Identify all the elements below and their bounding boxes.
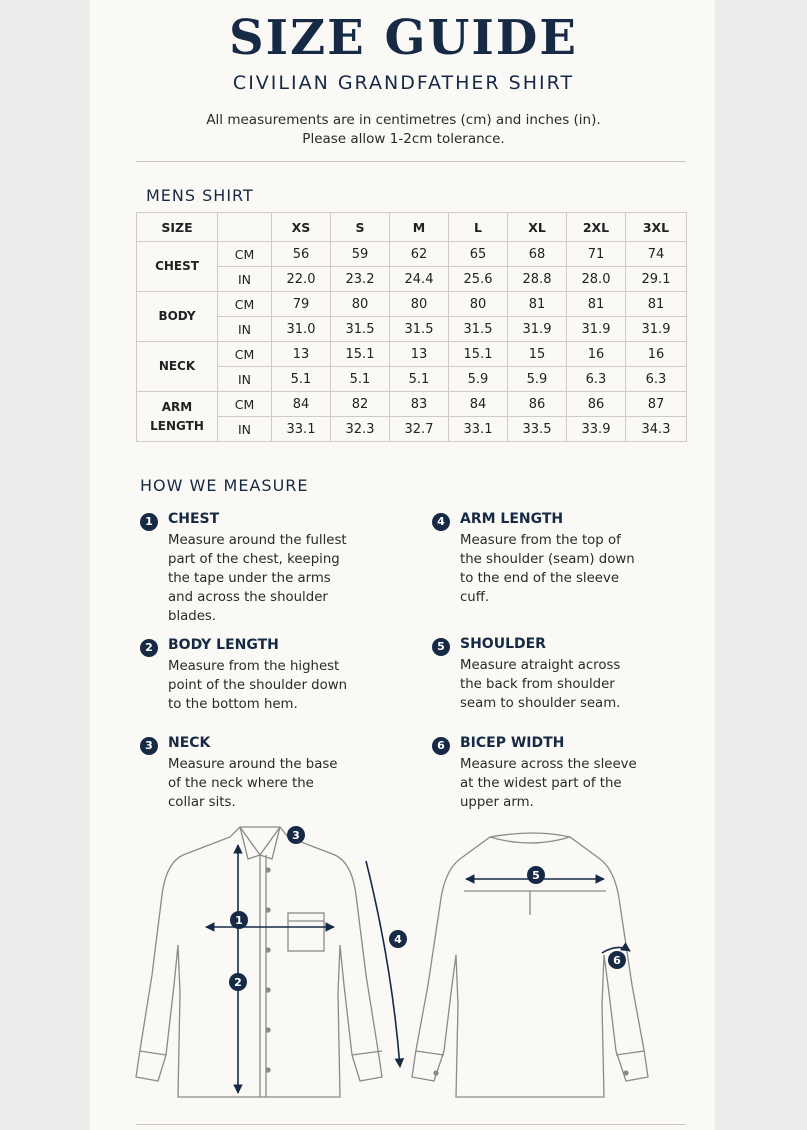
step-text [460,656,660,713]
table-row [137,417,687,442]
table-cell: 74 [626,242,687,267]
table-row [137,342,687,367]
table-cell: 5.9 [449,367,508,392]
table-cell: 87 [626,392,687,417]
table-cell: 33.1 [272,417,331,442]
table-cell: 32.7 [390,417,449,442]
table-cell: 25.6 [449,267,508,292]
row-label-line: LENGTH [150,418,204,433]
shirt-diagram [130,815,660,1100]
table-cell: 56 [272,242,331,267]
size-col: XS [272,213,331,242]
table-cell: 5.1 [331,367,390,392]
row-label-line: CHEST [155,259,199,273]
table-cell: 28.8 [508,267,567,292]
step-line: Measure around the fullest [168,533,347,548]
table-cell: 31.9 [567,317,626,342]
marker-2: 2 [234,976,242,989]
table-cell: 15 [508,342,567,367]
table-cell: 62 [390,242,449,267]
divider [136,161,686,162]
row-label [137,292,218,342]
measure-heading: HOW WE MEASURE [140,476,309,495]
step-line: blades. [168,609,217,624]
unit-cell: IN [218,367,272,392]
step-line: Measure atraight across [460,658,621,673]
table-cell: 80 [449,292,508,317]
row-label [137,342,218,392]
table-header-row [137,213,687,242]
step-line: at the widest part of the [460,776,622,791]
table-cell: 16 [626,342,687,367]
size-header: SIZE [137,213,218,242]
step-line: upper arm. [460,795,534,810]
size-col: S [331,213,390,242]
table-cell: 81 [626,292,687,317]
table-row [137,292,687,317]
table-row [137,367,687,392]
step-text [168,531,368,626]
table-cell: 16 [567,342,626,367]
step-title: BICEP WIDTH [460,735,565,751]
table-cell: 31.9 [626,317,687,342]
step-title: NECK [168,735,211,751]
marker-3: 3 [292,829,300,842]
marker-5: 5 [532,869,540,882]
table-cell: 5.9 [508,367,567,392]
step-line: to the bottom hem. [168,697,298,712]
unit-cell: CM [218,392,272,417]
table-cell: 79 [272,292,331,317]
row-label [137,392,218,442]
table-row [137,267,687,292]
table-cell: 31.5 [390,317,449,342]
step-number: 5 [432,638,450,656]
table-cell: 81 [508,292,567,317]
row-label-line: BODY [158,309,196,323]
table-cell: 81 [567,292,626,317]
row-label-line: NECK [158,359,196,373]
table-cell: 31.9 [508,317,567,342]
table-cell: 15.1 [449,342,508,367]
size-col: L [449,213,508,242]
table-cell: 65 [449,242,508,267]
table-cell: 34.3 [626,417,687,442]
table-cell: 83 [390,392,449,417]
table-cell: 5.1 [272,367,331,392]
table-cell: 71 [567,242,626,267]
table-row [137,317,687,342]
intro-text [0,111,807,149]
unit-cell: IN [218,417,272,442]
unit-cell: CM [218,292,272,317]
step-line: part of the chest, keeping [168,552,340,567]
table-cell: 15.1 [331,342,390,367]
step-text [168,755,368,812]
step-line: point of the shoulder down [168,678,348,693]
step-line: to the end of the sleeve [460,571,620,586]
step-line: cuff. [460,590,490,605]
step-number: 3 [140,737,158,755]
diagram-markers [229,826,626,991]
size-col: M [390,213,449,242]
table-row [137,392,687,417]
step-line: collar sits. [168,795,236,810]
size-table [136,212,687,442]
table-cell: 33.1 [449,417,508,442]
table-cell: 84 [449,392,508,417]
table-heading: MENS SHIRT [146,186,254,205]
table-cell: 32.3 [331,417,390,442]
page-subtitle: CIVILIAN GRANDFATHER SHIRT [232,72,575,94]
step-line: Measure around the base [168,757,338,772]
size-col: 2XL [567,213,626,242]
step-number: 4 [432,513,450,531]
table-cell: 6.3 [626,367,687,392]
table-row [137,242,687,267]
table-cell: 86 [567,392,626,417]
table-cell: 82 [331,392,390,417]
step-line: the tape under the arms [168,571,331,586]
marker-1: 1 [235,914,243,927]
step-line: Measure across the sleeve [460,757,637,772]
step-title: BODY LENGTH [168,637,279,653]
unit-cell: CM [218,242,272,267]
step-line: and across the shoulder [168,590,328,605]
table-cell: 5.1 [390,367,449,392]
step-title: CHEST [168,511,220,527]
measurement-lines [206,845,630,1093]
step-line: the back from shoulder [460,677,615,692]
table-cell: 22.0 [272,267,331,292]
size-col: 3XL [626,213,687,242]
table-cell: 13 [390,342,449,367]
unit-header [218,213,272,242]
unit-cell: CM [218,342,272,367]
table-cell: 59 [331,242,390,267]
step-text [168,657,368,714]
unit-cell: IN [218,317,272,342]
unit-cell: IN [218,267,272,292]
table-cell: 68 [508,242,567,267]
step-number: 6 [432,737,450,755]
step-title: SHOULDER [460,636,546,652]
step-text [460,531,660,607]
table-cell: 13 [272,342,331,367]
step-line: Measure from the top of [460,533,621,548]
bottom-divider [136,1124,686,1125]
page-title: SIZE GUIDE [229,10,578,66]
table-cell: 33.9 [567,417,626,442]
intro-line: Please allow 1-2cm tolerance. [302,131,505,147]
marker-6: 6 [613,954,621,967]
table-cell: 29.1 [626,267,687,292]
step-line: seam to shoulder seam. [460,696,621,711]
table-cell: 31.5 [331,317,390,342]
table-cell: 80 [390,292,449,317]
step-title: ARM LENGTH [460,511,564,527]
step-number: 2 [140,639,158,657]
table-cell: 33.5 [508,417,567,442]
table-cell: 31.0 [272,317,331,342]
step-line: Measure from the highest [168,659,340,674]
table-cell: 28.0 [567,267,626,292]
table-cell: 6.3 [567,367,626,392]
row-label [137,242,218,292]
marker-4: 4 [394,933,402,946]
table-cell: 86 [508,392,567,417]
table-cell: 23.2 [331,267,390,292]
table-cell: 80 [331,292,390,317]
step-text [460,755,660,812]
shirt-front-illustration [136,827,382,1097]
step-line: the shoulder (seam) down [460,552,635,567]
step-line: of the neck where the [168,776,314,791]
intro-line: All measurements are in centimetres (cm) and inches (in). [206,112,601,128]
size-col: XL [508,213,567,242]
table-cell: 24.4 [390,267,449,292]
step-number: 1 [140,513,158,531]
row-label-line: ARM [161,399,193,414]
table-cell: 84 [272,392,331,417]
table-cell: 31.5 [449,317,508,342]
